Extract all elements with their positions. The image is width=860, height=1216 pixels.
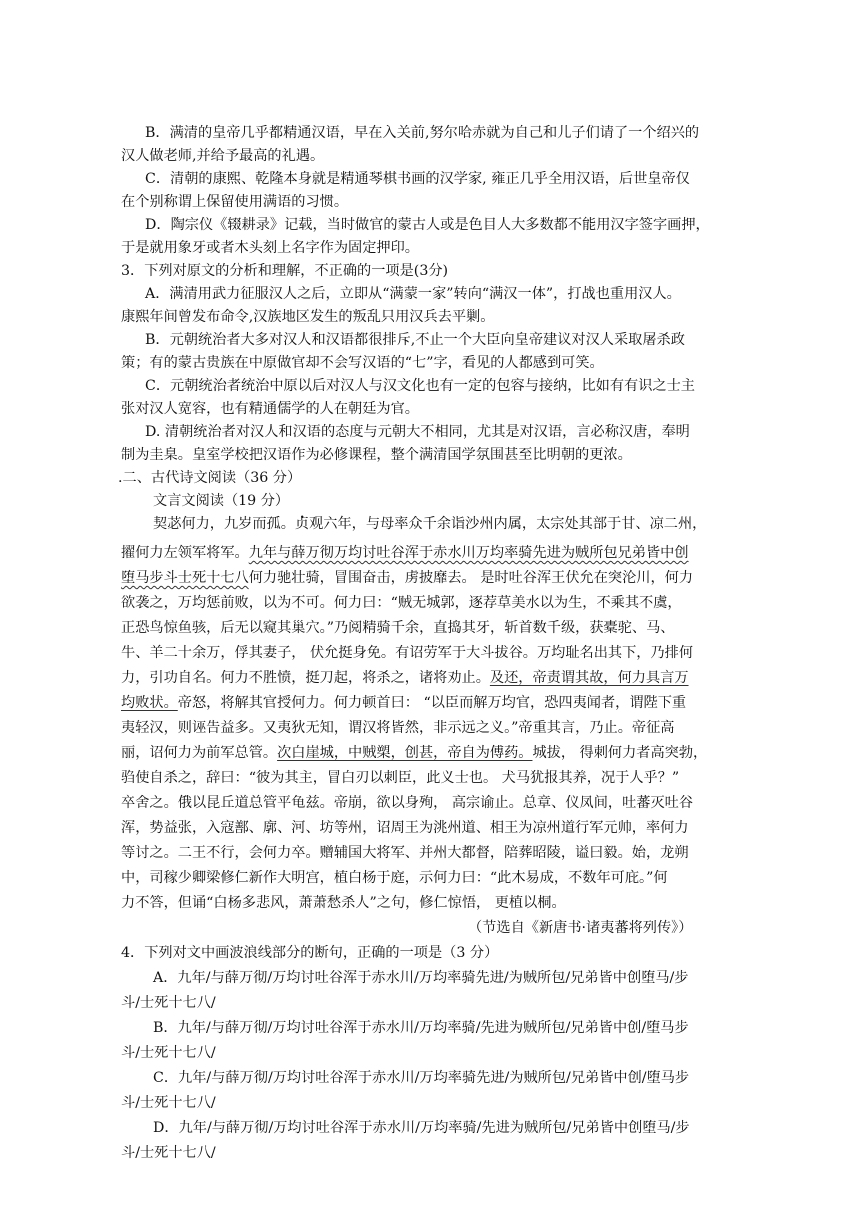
underlined-text: 及还，帝责谓其故，何力具言万 — [489, 670, 689, 686]
q4-option-d-line-2: 斗/士死十七八/ — [121, 1145, 216, 1161]
q4-option-a-line-1: A．九年/与薛万彻/万均讨吐谷浑于赤水川/万均率骑先进/为贼所包/兄弟皆中创堕马/步 — [153, 970, 689, 986]
dotted-word: 贞 — [294, 516, 310, 532]
option-b-line-1: B．满清的皇帝几乎都精通汉语，早在入关前,努尔哈赤就为自己和儿子们请了一个绍兴的 — [145, 125, 700, 141]
passage-line-13: 浑，势益张，入寇鄯、廓、河、坊等州，诏周王为洮州道、相王为凉州道行军元帅，率何力 — [121, 820, 689, 836]
question-4-title: 4．下列对文中画波浪线部分的断句，正确的一项是（3 分） — [121, 945, 499, 961]
q4-option-b-line-1: B．九年/与薛万彻/万均讨吐谷浑于赤水川/万均率骑/先进为贼所包/兄弟皆中创/堕马步 — [153, 1020, 689, 1036]
passage-line-12: 卒舍之。俄以昆丘道总管平龟兹。帝崩，欲以身殉， 高宗谕止。总章、仪凤间，吐蕃灭吐谷 — [121, 795, 694, 811]
q4-option-d-line-1: D．九年/与薛万彻/万均讨吐谷浑于赤水川/万均率骑/先进为贼所包/兄弟皆中创堕马/步 — [153, 1120, 690, 1136]
q4-option-a-line-2: 斗/士死十七八/ — [121, 995, 216, 1011]
passage-line-2: 擢何力左领军将军。九年与薛万彻万均讨吐谷浑于赤水川万均率骑先进为贼所包兄弟皆中创 — [121, 545, 689, 561]
q3-option-d-line-2: 制为圭臬。皇室学校把汉语作为必修课程，整个满清国学氛围甚至比明朝的更浓。 — [121, 447, 632, 463]
section-heading: .二、古代诗文阅读（36 分） — [118, 470, 302, 486]
q4-option-c-line-2: 斗/士死十七八/ — [121, 1095, 216, 1111]
q3-option-a-line-2: 康熙年间曾发布命令,汉族地区发生的叛乱只用汉兵去平剿。 — [121, 309, 495, 325]
underlined-text: 均败状。 — [121, 695, 178, 711]
q3-option-b-line-1: B．元朝统治者大多对汉人和汉语都很排斥,不止一个大臣向皇帝建议对汉人采取屠杀政 — [145, 332, 685, 348]
q3-option-c-line-2: 张对汉人宽容，也有精通儒学的人在朝廷为官。 — [121, 401, 419, 417]
passage-line-5: 正恐鸟惊鱼骇，后无以窥其巢穴。”乃阅精骑千余，直捣其牙，斩首数千级，获橐驼、马、 — [121, 620, 675, 636]
passage-line-14: 等讨之。二王不行，会何力卒。赠辅国大将军、并州大都督，陪葬昭陵，谥曰毅。始，龙朔 — [121, 845, 689, 861]
option-c-line-1: C．清朝的康熙、乾隆本身就是精通琴棋书画的汉学家, 雍正几乎全用汉语，后世皇帝仅 — [145, 171, 690, 187]
q4-option-c-line-1: C．九年/与薛万彻/万均讨吐谷浑于赤水川/万均率骑先进/为贼所包/兄弟皆中创/堕马步 — [153, 1070, 690, 1086]
underlined-text: 次白崖城，中贼槊，创甚，帝自为傅药。 — [277, 745, 533, 761]
option-b-line-2: 汉人做老师,并给予最高的礼遇。 — [121, 148, 325, 164]
wavy-underlined-text: 堕马步斗士死十七八 — [121, 570, 249, 586]
q3-option-b-line-2: 策；有的蒙古贵族在中原做官却不会写汉语的“七”字，看见的人都感到可笑。 — [121, 355, 604, 371]
passage-line-1: 契苾何力，九岁而孤。贞观六年，与母率众千余诣沙州内属，太宗处其部于甘、凉二州， — [153, 516, 707, 532]
option-d-line-2: 于是就用象牙或者木头刻上名字作为固定押印。 — [121, 240, 419, 256]
passage-line-15: 中，司稼少卿梁修仁新作大明宫，植白杨于庭，示何力曰：“此木易成，不数年可庇。”何 — [121, 870, 668, 886]
passage-line-16: 力不答，但诵“白杨多悲风，萧萧愁杀人”之句，修仁惊悟， 更植以桐。 — [121, 895, 566, 911]
passage-line-6: 牛、羊二十余万，俘其妻子， 伏允挺身免。有诏劳军于大斗拔谷。万均耻名出其下，乃排何 — [121, 645, 694, 661]
q3-option-d-line-1: D. 清朝统治者对汉人和汉语的态度与元朝大不相同，尤其是对汉语，言必称汉唐，奉明 — [145, 424, 690, 440]
question-3-title: 3．下列对原文的分析和理解，不正确的一项是(3分) — [121, 263, 449, 279]
option-d-line-1: D．陶宗仪《辍耕录》记载，当时做官的蒙古人或是色目人大多数都不能用汉字签字画押， — [145, 217, 710, 233]
wavy-underlined-text: 九年与薛万彻万均讨吐谷浑于赤水川万均率骑先进为贼所包兄弟皆中创 — [248, 545, 689, 561]
q3-option-a-line-1: A．满清用武力征服汉人之后，立即从“满蒙一家”转向“满汉一体”，打战也重用汉人。 — [145, 286, 681, 302]
passage-line-7: 力，引功自名。何力不胜愤，挺刀起，将杀之，诸将劝止。及还，帝责谓其故，何力具言万 — [121, 670, 689, 686]
passage-line-11: 驺使自杀之，辞曰：“彼为其主，冒白刃以刺臣，此义士也。 犬马犹报其养，况于人乎？” — [121, 770, 680, 786]
passage-line-10: 丽，诏何力为前军总管。次白崖城，中贼槊，创甚，帝自为傅药。城拔， 得刺何力者高突勃， — [121, 745, 708, 761]
passage-source: （节选自《新唐书·诸夷蕃将列传》） — [468, 920, 693, 936]
q4-option-b-line-2: 斗/士死十七八/ — [121, 1045, 216, 1061]
q3-option-c-line-1: C．元朝统治者统治中原以后对汉人与汉文化也有一定的包容与接纳，比如有有识之士主 — [145, 378, 695, 394]
passage-line-8: 均败状。帝怒，将解其官授何力。何力顿首曰： “以臣而解万均官，恐四夷闻者，谓陛下重 — [121, 695, 687, 711]
option-c-line-2: 在个别称谓上保留使用满语的习惯。 — [121, 194, 349, 210]
passage-line-9: 夷轻汉，则诬告益多。又夷狄无知，谓汉将皆然，非示远之义。”帝重其言，乃止。帝征高 — [121, 720, 675, 736]
subsection-heading: 文言文阅读（19 分） — [153, 493, 290, 509]
passage-line-3: 堕马步斗士死十七八何力驰壮骑，冒围奋击，虏披靡去。 是时吐谷浑王伏允在突沦川，何力 — [121, 570, 694, 586]
passage-line-4: 欲袭之，万均惩前败，以为不可。何力曰：“贼无城郭，逐荐草美水以为生，不乘其不虞， — [121, 595, 682, 611]
